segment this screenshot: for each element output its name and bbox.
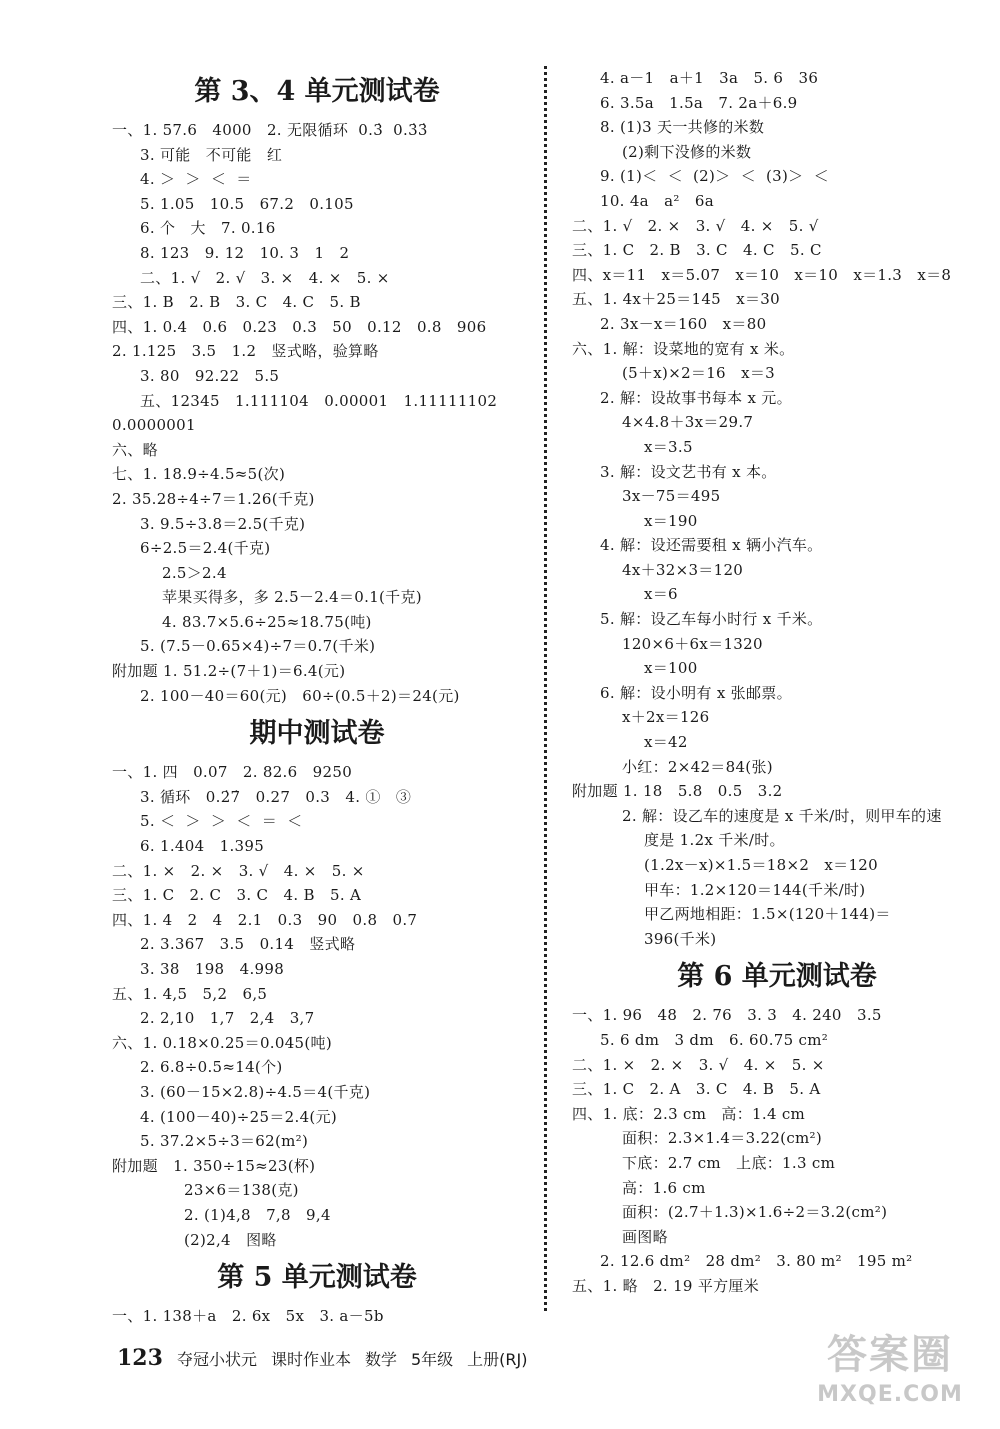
answer-line: 一、1. 四 0.07 2. 82.6 9250 xyxy=(112,763,353,782)
answer-line: 度是 1.2x 千米/时。 xyxy=(644,831,785,850)
answer-line: 4. ＞ ＞ ＜ ＝ xyxy=(140,170,252,189)
answer-line: 9. (1)＜ ＜ (2)＞ ＜ (3)＞ ＜ xyxy=(600,167,829,186)
answer-line: 三、1. C 2. C 3. C 4. B 5. A xyxy=(112,886,362,905)
section-title-midterm: 期中测试卷 xyxy=(249,718,385,750)
answer-line: 二、1. √ 2. × 3. √ 4. × 5. √ xyxy=(572,216,819,235)
answer-line: 四、x＝11 x＝5.07 x＝10 x＝10 x＝1.3 x＝8 xyxy=(572,265,952,284)
answer-line: x＋2x＝126 xyxy=(622,708,710,727)
answer-line: (1.2x－x)×1.5＝18×2 x＝120 xyxy=(644,856,878,874)
answer-line: 四、1. 0.4 0.6 0.23 0.3 50 0.12 0.8 906 xyxy=(112,317,487,336)
answer-line: 二、1. × 2. × 3. √ 4. × 5. × xyxy=(572,1055,825,1074)
left-column xyxy=(112,66,522,1329)
answer-line: 6÷2.5＝2.4(千克) xyxy=(140,539,271,558)
answer-line: 4. 解：设还需要租 x 辆小汽车。 xyxy=(600,536,823,555)
answer-line: 下底：2.7 cm 上底：1.3 cm xyxy=(622,1153,836,1172)
column-divider xyxy=(544,66,547,1311)
answer-line: 一、1. 57.6 4000 2. 无限循环 0.3̇ 0.3̇3̇ xyxy=(112,121,428,139)
section-unit-6-answers xyxy=(572,1003,982,1298)
answer-line: 六、略 xyxy=(112,440,158,459)
answer-line: (5＋x)×2＝16 x＝3 xyxy=(622,364,776,383)
answer-line: 五、1. 略 2. 19 平方厘米 xyxy=(572,1276,760,1295)
answer-line: 3. 循环 0.2̇7̇ 0.27 0.3 4. ① ③ xyxy=(140,787,412,806)
answer-line: 2. (1)4,8 7,8 9,4 xyxy=(184,1205,331,1224)
watermark-logo xyxy=(790,1330,990,1420)
answer-line: 3. (60－15×2.8)÷4.5＝4(千克) xyxy=(140,1082,371,1101)
answer-line: 6. 解：设小明有 x 张邮票。 xyxy=(600,683,792,702)
answer-line: 5. 37.2×5÷3＝62(m²) xyxy=(140,1132,309,1151)
answer-line: 396(千米) xyxy=(644,929,717,948)
section-title-unit-6: 第 6 单元测试卷 xyxy=(677,961,877,993)
answer-line: 4x＋32×3＝120 xyxy=(622,560,744,579)
section-unit-5-answers-continued xyxy=(572,66,982,951)
answer-line: 附加题 1. 18 5.8 0.5 3.2 xyxy=(572,782,783,801)
answer-line: 0.0000001 xyxy=(112,416,196,435)
answer-line: 三、1. C 2. A 3. C 4. B 5. A xyxy=(572,1080,821,1099)
answer-line: x＝6 xyxy=(644,585,678,604)
section-unit-5-answers xyxy=(112,1304,522,1329)
answer-line: 3. 9.5÷3.8＝2.5(千克) xyxy=(140,514,306,533)
answer-line: 五、1. 4,5 5,2 6,5 xyxy=(112,984,268,1003)
answer-line: 三、1. C 2. B 3. C 4. C 5. C xyxy=(572,241,822,260)
answer-line: 3. 可能 不可能 红 xyxy=(140,145,283,164)
answer-line: 120×6＋6x＝1320 xyxy=(622,634,763,653)
watermark-bottom-text: MXQE.COM xyxy=(817,1382,963,1407)
answer-line: 附加题 1. 51.2÷(7＋1)＝6.4(元) xyxy=(112,662,346,681)
watermark-top-text: 答案圈 xyxy=(827,1332,953,1378)
answer-line: 高：1.6 cm xyxy=(622,1178,706,1197)
answer-line: (2)剩下没修的米数 xyxy=(622,142,752,161)
answer-line: 4. 83.7×5.6÷25≈18.75(吨) xyxy=(162,612,372,631)
answer-line: 5. (7.5－0.65×4)÷7＝0.7(千米) xyxy=(140,637,376,656)
answer-line: 5. 解：设乙车每小时行 x 千米。 xyxy=(600,610,823,629)
answer-line: 七、1. 18.9÷4.5≈5(次) xyxy=(112,465,286,484)
answer-line: 3. 80 92.22 5.5 xyxy=(140,366,280,385)
answer-line: 面积：(2.7＋1.3)×1.6÷2＝3.2(cm²) xyxy=(622,1203,888,1222)
answer-line: (2)2,4 图略 xyxy=(184,1230,277,1249)
answer-line: 苹果买得多，多 2.5－2.4＝0.1(千克) xyxy=(162,588,422,607)
answer-line: 二、1. × 2. × 3. √ 4. × 5. × xyxy=(112,861,365,880)
answer-line: 2. 35.28÷4÷7＝1.26(千克) xyxy=(112,489,315,508)
answer-line: 2. 6.8÷0.5≈14(个) xyxy=(140,1058,283,1077)
page-number: 123 xyxy=(117,1345,163,1371)
answer-line: 画图略 xyxy=(622,1227,668,1246)
answer-line: 2. 1.125 3.5 1.2 竖式略，验算略 xyxy=(112,342,379,361)
answer-line: 附加题 1. 350÷15≈23(杯) xyxy=(112,1156,316,1175)
answer-line: 六、1. 解：设菜地的宽有 x 米。 xyxy=(572,339,795,358)
answer-line: 2.5＞2.4 xyxy=(162,563,227,582)
answer-line: 6. 3.5a 1.5a 7. 2a＋6.9 xyxy=(600,93,798,112)
answer-line: 3. 38 198 4.998 xyxy=(140,960,285,978)
answer-line: x＝42 xyxy=(644,733,688,752)
answer-line: 甲车：1.2×120＝144(千米/时) xyxy=(644,880,866,899)
footer-brand: 夺冠小状元 xyxy=(176,1350,257,1369)
answer-line: 5. 1.05 10.5 67.2 0.105 xyxy=(140,194,354,213)
answer-line: 五、1. 4x＋25＝145 x＝30 xyxy=(572,290,780,309)
answer-line: 6. 1.404 1.395 xyxy=(140,837,265,856)
answer-line: 4. (100－40)÷25＝2.4(元) xyxy=(140,1107,338,1126)
section-midterm-answers xyxy=(112,760,522,1252)
answer-line: 四、1. 4 2 4 2.1 0.3 90 0.8 0.7 xyxy=(112,910,418,929)
right-column xyxy=(572,66,982,1299)
section-title-unit-3-4: 第 3、4 单元测试卷 xyxy=(194,76,440,107)
answer-line: 2. 100－40＝60(元) 60÷(0.5＋2)＝24(元) xyxy=(140,686,460,705)
answer-line: 2. 3.367 3.5 0.14 竖式略 xyxy=(140,935,356,954)
answer-line: 6. 个 大 7. 0.16 xyxy=(140,219,276,238)
answer-line: 甲乙两地相距：1.5×(120＋144)＝ xyxy=(644,905,891,924)
answer-line: 一、1. 138＋a 2. 6x 5x 3. a－5b xyxy=(112,1307,384,1326)
answer-line: 23×6＝138(克) xyxy=(184,1181,299,1200)
answer-line: 10. 4a a² 6a xyxy=(600,191,714,210)
footer-grade: 5年级 xyxy=(410,1350,454,1369)
answer-line: 六、1. 0.18×0.25＝0.045(吨) xyxy=(112,1033,332,1052)
answer-line: 二、1. √ 2. √ 3. × 4. × 5. × xyxy=(140,268,390,287)
answer-line: 8. 123 9. 12 10. 3 1 2 xyxy=(140,243,350,262)
answer-line: 面积：2.3×1.4＝3.22(cm²) xyxy=(622,1129,823,1148)
answer-line: 5. ＜ ＞ ＞ ＜ ＝ ＜ xyxy=(140,812,303,831)
answer-line: 2. 解：设乙车的速度是 x 千米/时，则甲车的速 xyxy=(622,806,942,825)
answer-line: 4×4.8＋3x＝29.7 xyxy=(622,413,754,432)
answer-line: 2. 解：设故事书每本 x 元。 xyxy=(600,388,792,407)
answer-line: x＝190 xyxy=(644,511,698,530)
answer-line: 五、12345 1.111104 0.00001 1.11111102 xyxy=(140,391,498,410)
footer-volume: 上册(RJ) xyxy=(467,1350,528,1369)
section-unit-3-4-answers xyxy=(112,118,522,708)
answer-line: 四、1. 底：2.3 cm 高：1.4 cm xyxy=(572,1104,806,1123)
answer-line: 2. 3x－x＝160 x＝80 xyxy=(600,314,767,333)
page-footer xyxy=(117,1342,542,1374)
footer-series: 课时作业本 xyxy=(270,1350,351,1369)
answer-line: 3x－75＝495 xyxy=(622,487,721,506)
section-title-unit-5: 第 5 单元测试卷 xyxy=(217,1262,417,1294)
answer-line: 3. 解：设文艺书有 x 本。 xyxy=(600,462,777,481)
answer-line: 2. 2,10 1,7 2,4 3,7 xyxy=(140,1009,315,1028)
answer-line: 三、1. B 2. B 3. C 4. C 5. B xyxy=(112,293,361,312)
answer-line: 8. (1)3 天一共修的米数 xyxy=(600,118,765,137)
answer-line: x＝100 xyxy=(644,659,698,678)
answer-line: x＝3.5 xyxy=(644,437,693,456)
answer-line: 一、1. 96 48 2. 76 3. 3 4. 240 3.5 xyxy=(572,1006,882,1025)
answer-line: 小红：2×42＝84(张) xyxy=(622,757,773,776)
answer-line: 4. a－1 a＋1 3a 5. 6 36 xyxy=(600,69,819,87)
answer-line: 5. 6 dm 3 dm 6. 60.75 cm² xyxy=(600,1030,829,1049)
footer-subject: 数学 xyxy=(364,1350,397,1369)
answer-line: 2. 12.6 dm² 28 dm² 3. 80 m² 195 m² xyxy=(600,1252,913,1271)
